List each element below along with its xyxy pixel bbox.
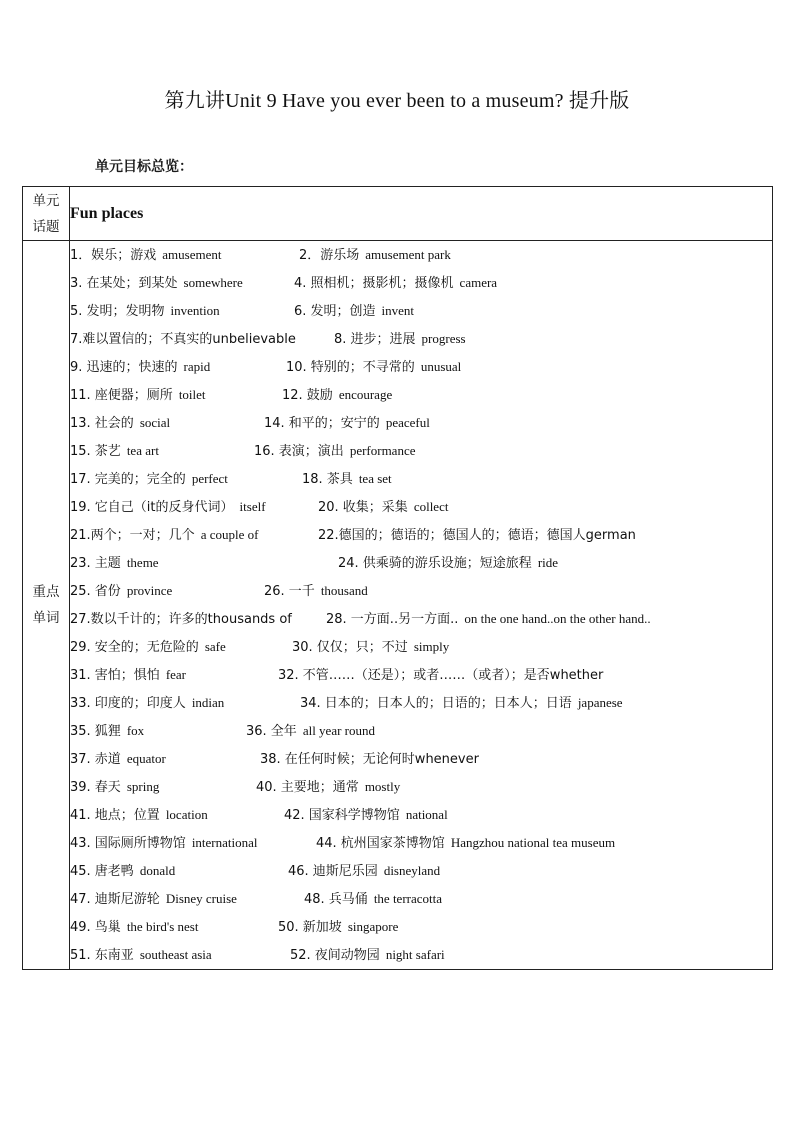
- vocab-chinese: 6. 发明；创造: [294, 304, 376, 319]
- vocab-chinese: 28. 一方面..另一方面..: [326, 612, 459, 627]
- topic-label-line1: 单元: [32, 192, 60, 209]
- word-row: [70, 857, 772, 885]
- vocab-entry: [70, 773, 159, 802]
- vocab-chinese: 7.难以置信的；不真实的unbelievable: [70, 332, 296, 347]
- section-heading: 单元目标总览：: [95, 159, 193, 175]
- vocab-entry: [286, 353, 461, 382]
- topic-row: [23, 187, 773, 241]
- vocab-entry: [318, 493, 448, 522]
- vocab-entry: [326, 605, 651, 634]
- vocab-english: japanese: [577, 695, 623, 710]
- words-label: [23, 241, 70, 970]
- word-row: [70, 913, 772, 941]
- vocab-entry: [70, 577, 172, 606]
- vocab-english: tea art: [126, 443, 159, 458]
- vocab-chinese: 1．娱乐；游戏: [70, 248, 157, 263]
- word-row: [70, 381, 772, 409]
- vocab-entry: [70, 633, 226, 662]
- vocab-english: Disney cruise: [165, 891, 237, 906]
- vocab-chinese: 29. 安全的；无危险的: [70, 640, 199, 655]
- vocab-english: equator: [126, 751, 166, 766]
- vocab-chinese: 36. 全年: [246, 724, 297, 739]
- vocab-english: itself: [239, 499, 266, 514]
- vocab-chinese: 14. 和平的；安宁的: [264, 416, 380, 431]
- vocab-chinese: 39. 春天: [70, 780, 121, 795]
- word-row: [70, 577, 772, 605]
- word-row: [70, 325, 772, 353]
- vocab-chinese: 23. 主题: [70, 556, 121, 571]
- vocab-chinese: 30. 仅仅；只；不过: [292, 640, 408, 655]
- vocab-english: night safari: [385, 947, 445, 962]
- vocab-english: fear: [165, 667, 187, 682]
- word-row: [70, 549, 772, 577]
- word-row: [70, 633, 772, 661]
- vocab-chinese: 45. 唐老鸭: [70, 864, 134, 879]
- vocab-english: fox: [126, 723, 145, 738]
- vocab-chinese: 10. 特别的；不寻常的: [286, 360, 415, 375]
- vocab-chinese: 17. 完美的；完全的: [70, 472, 186, 487]
- vocab-english: peaceful: [385, 415, 430, 430]
- vocab-entry: [278, 661, 609, 690]
- word-row: [70, 941, 772, 969]
- vocab-english: donald: [139, 863, 176, 878]
- topic-label: [23, 187, 70, 241]
- vocab-english: disneyland: [383, 863, 441, 878]
- vocab-chinese: 13. 社会的: [70, 416, 134, 431]
- vocab-chinese: 11. 座便器；厕所: [70, 388, 173, 403]
- word-row: [70, 269, 772, 297]
- vocab-entry: [70, 801, 208, 830]
- vocab-entry: [70, 829, 258, 858]
- vocab-chinese: 21.两个；一对；几个: [70, 528, 195, 543]
- vocab-english: invention: [170, 303, 220, 318]
- word-row: [70, 437, 772, 465]
- vocab-chinese: 32. 不管……（还是）；或者……（或者）；是否whether: [278, 668, 604, 683]
- vocab-english: province: [126, 583, 173, 598]
- word-row: [70, 241, 772, 269]
- vocab-chinese: 18. 茶具: [302, 472, 353, 487]
- vocab-entry: [70, 353, 210, 382]
- vocab-entry: [334, 325, 466, 354]
- vocab-chinese: 25. 省份: [70, 584, 121, 599]
- vocab-chinese: 42. 国家科学博物馆: [284, 808, 400, 823]
- vocab-chinese: 27.数以千计的；许多的thousands of: [70, 612, 292, 627]
- unit-overview-table: [22, 186, 773, 970]
- words-label-line2: 单词: [32, 610, 60, 626]
- vocab-entry: [70, 437, 159, 466]
- vocab-chinese: 49. 鸟巢: [70, 920, 121, 935]
- vocab-english: toilet: [178, 387, 206, 402]
- vocab-entry: [256, 773, 400, 802]
- word-row: [70, 353, 772, 381]
- vocab-chinese: 16. 表演；演出: [254, 444, 344, 459]
- vocab-chinese: 22.德国的；德语的；德国人的；德语；德国人german: [318, 528, 636, 543]
- vocab-chinese: 52. 夜间动物园: [290, 948, 380, 963]
- vocab-english: somewhere: [183, 275, 243, 290]
- vocab-english: the terracotta: [373, 891, 443, 906]
- vocab-english: simply: [413, 639, 450, 654]
- word-row: [70, 521, 772, 549]
- vocab-entry: [70, 381, 206, 410]
- vocab-entry: [70, 549, 159, 578]
- vocab-english: safe: [204, 639, 226, 654]
- vocab-english: southeast asia: [139, 947, 212, 962]
- vocab-entry: [70, 465, 228, 494]
- vocab-english: spring: [126, 779, 160, 794]
- vocab-chinese: 3. 在某处；到某处: [70, 276, 178, 291]
- vocab-entry: [264, 577, 368, 606]
- vocab-english: camera: [459, 275, 498, 290]
- vocab-english: national: [405, 807, 448, 822]
- vocab-entry: [299, 241, 451, 270]
- vocab-entry: [260, 745, 485, 774]
- vocab-entry: [254, 437, 416, 466]
- vocab-english: singapore: [347, 919, 399, 934]
- vocab-english: performance: [349, 443, 416, 458]
- vocab-entry: [294, 269, 497, 298]
- vocab-entry: [70, 409, 170, 438]
- vocab-english: amusement park: [365, 247, 451, 262]
- vocab-entry: [264, 409, 430, 438]
- word-row: [70, 773, 772, 801]
- vocab-entry: [290, 941, 445, 970]
- vocab-chinese: 24. 供乘骑的游乐设施；短途旅程: [338, 556, 532, 571]
- vocab-entry: [70, 493, 266, 522]
- vocab-chinese: 12. 鼓励: [282, 388, 333, 403]
- vocab-entry: [316, 829, 615, 858]
- vocab-chinese: 47. 迪斯尼游轮: [70, 892, 160, 907]
- word-row: [70, 661, 772, 689]
- word-list: [70, 241, 773, 970]
- word-row: [70, 745, 772, 773]
- vocab-chinese: 43. 国际厕所博物馆: [70, 836, 186, 851]
- topic-label-line2: 话题: [32, 218, 60, 235]
- vocab-chinese: 26. 一千: [264, 584, 315, 599]
- vocab-english: the bird's nest: [126, 919, 199, 934]
- vocab-english: theme: [126, 555, 159, 570]
- vocab-english: amusement: [162, 247, 222, 262]
- vocab-chinese: 38. 在任何时候；无论何时whenever: [260, 752, 479, 767]
- vocab-entry: [70, 941, 212, 970]
- vocab-english: international: [191, 835, 258, 850]
- vocab-entry: [302, 465, 392, 494]
- vocab-entry: [294, 297, 414, 326]
- vocab-entry: [70, 297, 220, 326]
- vocab-entry: [70, 913, 198, 942]
- vocab-chinese: 34. 日本的；日本人的；日语的；日本人；日语: [300, 696, 572, 711]
- word-row: [70, 605, 772, 633]
- vocab-entry: [292, 633, 449, 662]
- vocab-english: all year round: [302, 723, 376, 738]
- vocab-entry: [70, 605, 298, 634]
- word-row: [70, 409, 772, 437]
- vocab-english: on the one hand..on the other hand..: [464, 611, 651, 626]
- vocab-entry: [70, 661, 186, 690]
- vocab-chinese: 5. 发明；发明物: [70, 304, 165, 319]
- vocab-chinese: 31. 害怕；惧怕: [70, 668, 160, 683]
- vocab-entry: [70, 857, 175, 886]
- vocab-english: social: [139, 415, 171, 430]
- vocab-entry: [70, 717, 144, 746]
- vocab-entry: [284, 801, 448, 830]
- vocab-entry: [282, 381, 392, 410]
- vocab-chinese: 15. 茶艺: [70, 444, 121, 459]
- words-label-line1: 重点: [32, 584, 60, 600]
- vocab-chinese: 9. 迅速的；快速的: [70, 360, 178, 375]
- vocab-entry: [318, 521, 642, 550]
- vocab-chinese: 4. 照相机；摄影机；摄像机: [294, 276, 454, 291]
- vocab-entry: [246, 717, 375, 746]
- vocab-english: encourage: [338, 387, 393, 402]
- vocab-chinese: 40. 主要地；通常: [256, 780, 359, 795]
- vocab-entry: [304, 885, 442, 914]
- vocab-english: indian: [191, 695, 225, 710]
- vocab-chinese: 33. 印度的；印度人: [70, 696, 186, 711]
- topic-value: Fun places: [70, 187, 773, 241]
- word-row: [70, 829, 772, 857]
- vocab-english: a couple of: [200, 527, 259, 542]
- vocab-chinese: 44. 杭州国家茶博物馆: [316, 836, 445, 851]
- vocab-english: rapid: [183, 359, 211, 374]
- vocab-chinese: 46. 迪斯尼乐园: [288, 864, 378, 879]
- vocab-chinese: 48. 兵马俑: [304, 892, 368, 907]
- vocab-chinese: 50. 新加坡: [278, 920, 342, 935]
- vocab-entry: [278, 913, 398, 942]
- word-row: [70, 493, 772, 521]
- vocab-entry: [70, 269, 243, 298]
- vocab-entry: [70, 241, 222, 270]
- vocab-entry: [300, 689, 623, 718]
- vocab-entry: [288, 857, 440, 886]
- vocab-english: ride: [537, 555, 559, 570]
- vocab-english: mostly: [364, 779, 401, 794]
- vocab-english: Hangzhou national tea museum: [450, 835, 616, 850]
- vocab-english: perfect: [191, 471, 228, 486]
- page-title: 第九讲Unit 9 Have you ever been to a museum? 提升版: [164, 90, 630, 112]
- vocab-english: collect: [413, 499, 449, 514]
- vocab-chinese: 19. 它自己（it的反身代词）: [70, 500, 234, 515]
- word-row: [70, 801, 772, 829]
- vocab-english: progress: [421, 331, 466, 346]
- vocab-chinese: 35. 狐狸: [70, 724, 121, 739]
- word-row: [70, 885, 772, 913]
- word-row: [70, 689, 772, 717]
- vocab-entry: [70, 689, 224, 718]
- vocab-entry: [338, 549, 558, 578]
- vocab-entry: [70, 325, 302, 354]
- vocab-chinese: 2．游乐场: [299, 248, 360, 263]
- vocab-english: thousand: [320, 583, 368, 598]
- vocab-english: location: [165, 807, 208, 822]
- word-row: [70, 297, 772, 325]
- vocab-english: unusual: [420, 359, 462, 374]
- vocab-chinese: 8. 进步；进展: [334, 332, 416, 347]
- vocab-english: tea set: [358, 471, 392, 486]
- vocab-chinese: 41. 地点；位置: [70, 808, 160, 823]
- vocab-entry: [70, 885, 237, 914]
- word-row: [70, 717, 772, 745]
- vocab-english: invent: [381, 303, 415, 318]
- vocab-chinese: 37. 赤道: [70, 752, 121, 767]
- vocab-entry: [70, 521, 258, 550]
- word-row: [70, 465, 772, 493]
- vocab-chinese: 51. 东南亚: [70, 948, 134, 963]
- vocab-entry: [70, 745, 166, 774]
- vocab-chinese: 20. 收集；采集: [318, 500, 408, 515]
- words-row: [23, 241, 773, 970]
